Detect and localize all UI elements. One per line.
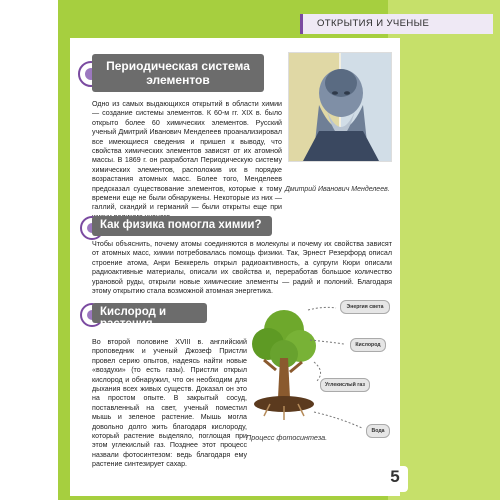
arrow-line: [314, 362, 321, 382]
label-oxygen: Кислород: [350, 338, 386, 352]
photosynthesis-diagram: [250, 300, 400, 430]
section1-title-bar: [92, 54, 264, 92]
header-tab: [300, 14, 493, 34]
section2-paragraph: Чтобы объяснить, почему атомы соединяются в молекулы и почему их свойства зависят от атомных масс, химии потребовалась помощь физики. Так, Эрнест Резерфорд описал строение атома, Анри Беккерель открыл радиоактивность, а супруги Кюри описали радиоактивные материалы, описали их свойства и, переработав большое количество урановой руды, открыли новые химические элементы — радий и полоний. Благодаря этому открытию стала возможной атомная энергетика.: [92, 240, 392, 296]
page-number-text: 5: [390, 467, 400, 486]
section1-title-line1: Периодическая система: [106, 59, 250, 73]
green-background-right: [388, 0, 500, 500]
header-title: ОТКРЫТИЯ И УЧЕНЫЕ: [317, 18, 430, 29]
section3-title-bar: [92, 303, 207, 330]
label-water: Вода: [366, 424, 390, 438]
section2-title-bar: [92, 216, 272, 236]
arrow-line: [308, 307, 336, 310]
arrow-line: [314, 412, 362, 428]
section1-paragraph: Одно из самых выдающихся открытий в области химии — создание системы элементов. К 60-м гг. XIX в. было открыто более 60 химических элементов. Русский ученый Дмитрий Иванович Менделеев проанализировал все имеющиеся сведения и пришел к выводу, что свойства химических элементов зависят от их атомной массы. В 1869 г. он разработал Периодическую систему химических элементов, расположив их в порядке возрастания атомных масс. Более того, Менделеев предсказал существование элементов, которые к тому времени еще не были обнаружены. Некоторые из них — галлий, скандий и германий — были открыты еще при: [92, 100, 282, 212]
section2-title: Как физика помогла химии?: [100, 219, 262, 231]
section3-paragraph: Во второй половине XVIII в. английский проповедник и ученый Джозеф Пристли провел серию опытов, надеясь найти новые «воздухи» (то есть газы). Пристли открыл кислород и обнаружил, что он необходим для дыхания всех живых существ. Доказал он это на простом опыте. В закрытый сосуд, поставленный на свет, ученый поместил мышь и зеленое растение. Мышь могла довольно долго жить благодаря кислороду, который растение выделяло, поглощая при этом углекислый газ. Позднее этот процесс назвали фотосинтезом: ведь благодаря ему растение синтезирует сахар.: [92, 338, 247, 469]
page-number: [382, 466, 408, 492]
section3-title: Кислород и растения: [100, 306, 167, 330]
tree-trunk: [278, 358, 290, 398]
section1-title-line2: элементов: [146, 73, 210, 87]
label-light-energy: Энергия света: [340, 300, 390, 314]
diagram-caption: Процесс фотосинтеза.: [246, 433, 328, 442]
mendeleev-portrait: [288, 52, 392, 162]
label-co2: Углекислый газ: [320, 378, 370, 392]
portrait-caption: Дмитрий Иванович Менделеев.: [285, 186, 390, 193]
portrait-illustration: [289, 53, 391, 161]
